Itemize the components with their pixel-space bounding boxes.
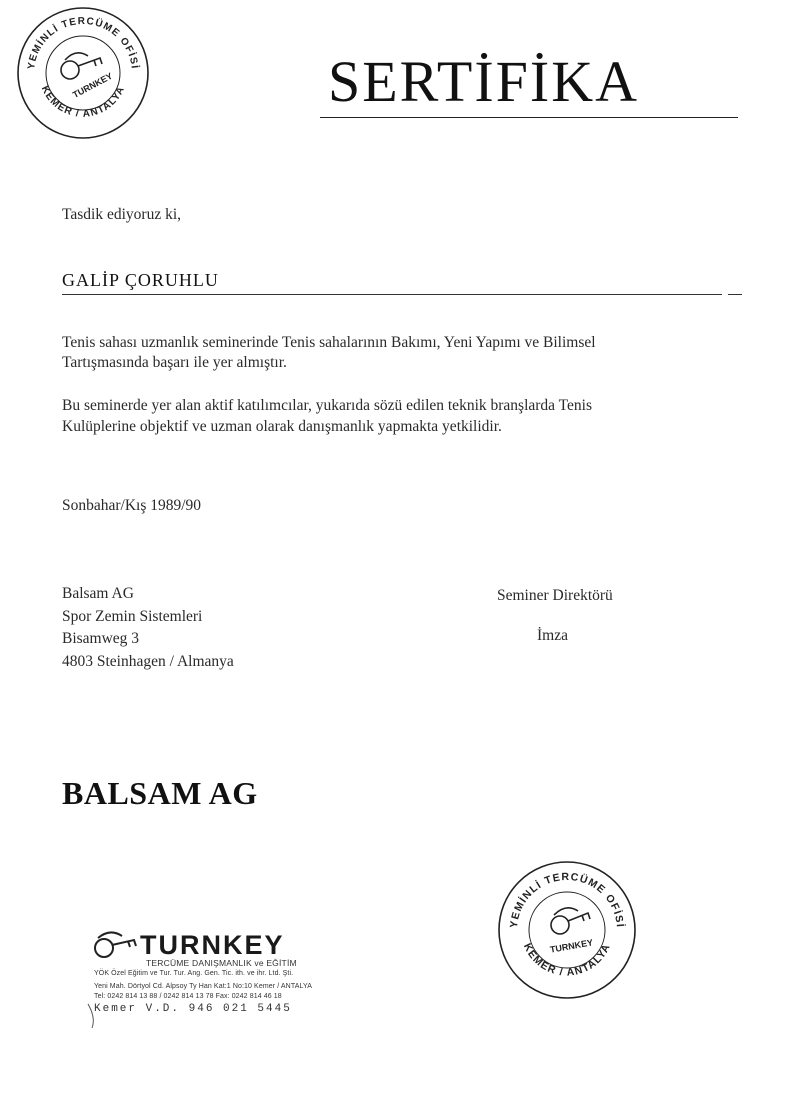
turnkey-brand: TURNKEY <box>140 930 285 960</box>
recipient-name: GALİP ÇORUHLU <box>62 270 219 290</box>
translation-office-stamp-top <box>10 0 156 146</box>
certificate-date: Sonbahar/Kış 1989/90 <box>62 497 202 514</box>
svg-text:TURNKEY: TURNKEY <box>549 937 594 955</box>
body-paragraph-2-line-1: Bu seminerde yer alan aktif katılımcılar, yukarıda sözü edilen teknik branşlarda Tenis <box>62 397 592 414</box>
company-name: BALSAM AG <box>62 775 258 811</box>
turnkey-tax-line: Kemer V.D. 946 021 5445 <box>94 1003 292 1015</box>
title-underline <box>320 117 738 118</box>
turnkey-address-line: Yeni Mah. Dörtyol Cd. Alpsoy Ty Han Kat:1 No:10 Kemer / ANTALYA <box>94 983 312 990</box>
address-line: Bisamweg 3 <box>62 630 140 647</box>
address-line: Balsam AG <box>62 585 134 602</box>
signatory-role: Seminer Direktörü <box>497 587 613 604</box>
name-underline-tail <box>728 294 742 295</box>
key-logo-icon <box>61 53 102 79</box>
svg-text:KEMER / ANTALYA: KEMER / ANTALYA <box>38 84 128 120</box>
signature-label: İmza <box>537 627 568 644</box>
svg-text:YEMİNLİ TERCÜME OFİSİ: YEMİNLİ TERCÜME OFİSİ <box>26 15 140 71</box>
intro-text: Tasdik ediyoruz ki, <box>62 206 182 223</box>
key-logo-icon <box>551 908 590 934</box>
address-line: Spor Zemin Sistemleri <box>62 607 203 625</box>
address-line: 4803 Steinhagen / Almanya <box>62 652 234 670</box>
turnkey-company-line: YÖK Özel Eğitim ve Tur. Tur. Ang. Gen. Tic. ith. ve ihr. Ltd. Şti. <box>94 970 294 977</box>
body-paragraph-2-line-2: Kulüplerine objektif ve uzman olarak danışmanlık yapmakta yetkilidir. <box>62 418 502 435</box>
turnkey-subtitle: TERCÜME DANIŞMANLIK ve EĞİTİM <box>146 958 297 968</box>
svg-text:YEMİNLİ TERCÜME OFİSİ: YEMİNLİ TERCÜME OFİSİ <box>507 870 626 929</box>
body-paragraph-1-line-1: Tenis sahası uzmanlık seminerinde Tenis sahalarının Bakımı, Yeni Yapımı ve Bilimsel <box>62 334 596 351</box>
svg-text:TURNKEY: TURNKEY <box>71 70 115 100</box>
translation-office-stamp-bottom <box>492 855 642 1005</box>
svg-text:KEMER / ANTALYA: KEMER / ANTALYA <box>520 941 614 979</box>
page-title: SERTİFİKA <box>328 49 639 114</box>
name-underline <box>62 294 722 295</box>
body-paragraph-1-line-2: Tartışmasında başarı ile yer almıştır. <box>62 354 287 371</box>
issuer-address <box>62 583 234 673</box>
turnkey-phone-line: Tel: 0242 814 13 88 / 0242 814 13 78 Fax: 0242 814 46 18 <box>94 993 282 1000</box>
